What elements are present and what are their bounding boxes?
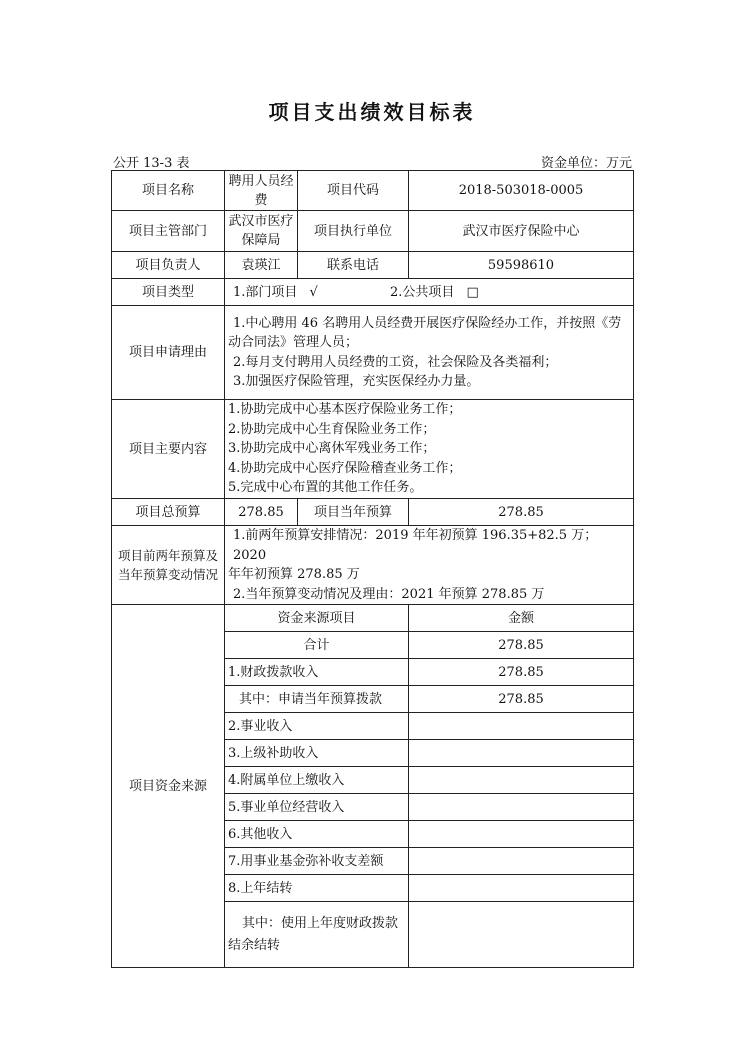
project-code-value: 2018-503018-0005 [409, 171, 634, 211]
reason-row [112, 306, 634, 400]
executing-unit-label: 项目执行单位 [298, 211, 409, 252]
phone-label: 联系电话 [298, 252, 409, 279]
funding-item-name: 1.财政拨款收入 [225, 659, 409, 686]
budget-change-text [225, 526, 634, 605]
funding-item-amount [409, 767, 634, 794]
funding-item-name: 其中：使用上年度财政拨款结余结转 [225, 902, 409, 968]
public-checkbox: □ [466, 284, 479, 300]
budget-change-row [112, 526, 634, 605]
project-type-row [112, 279, 634, 306]
year-budget-value: 278.85 [409, 499, 634, 526]
budget-change-line: 年年初预算 278.85 万 [228, 567, 360, 582]
content-text [225, 400, 634, 499]
content-line: 3.协助完成中心离休军残业务工作； [228, 441, 436, 457]
funding-header-row [112, 605, 634, 632]
reason-line: 2.每月支付聘用人员经费的工资，社会保险及各类福利； [233, 354, 558, 370]
funding-item-name: 6.其他收入 [225, 821, 409, 848]
funding-source-column-header: 资金来源项目 [225, 605, 409, 632]
reason-line: 1.中心聘用 46 名聘用人员经费开展医疗保险经办工作，并按照《劳 [233, 315, 622, 331]
reason-line: 3.加强医疗保险管理，充实医保经办力量。 [233, 374, 480, 389]
content-label: 项目主要内容 [112, 400, 225, 499]
funding-item-name: 2.事业收入 [225, 713, 409, 740]
phone-value: 59598610 [409, 252, 634, 279]
funding-item-name: 合计 [225, 632, 409, 659]
content-line: 5.完成中心布置的其他工作任务。 [228, 480, 423, 496]
funding-item-name: 3.上级补助收入 [225, 740, 409, 767]
project-name-value: 聘用人员经费 [225, 171, 298, 211]
funding-item-amount [409, 713, 634, 740]
funding-source-label: 项目资金来源 [112, 605, 225, 968]
funding-item-amount [409, 902, 634, 968]
department-value: 武汉市医疗保障局 [225, 211, 298, 252]
page-title: 项目支出绩效目标表 [268, 100, 476, 124]
funding-item-amount [409, 740, 634, 767]
budget-row [112, 499, 634, 526]
content-line: 4.协助完成中心医疗保险稽查业务工作； [228, 460, 462, 476]
owner-label: 项目负责人 [112, 252, 225, 279]
funding-item-amount: 278.85 [409, 632, 634, 659]
executing-unit-value: 武汉市医疗保险中心 [409, 211, 634, 252]
department-checkmark: √ [309, 284, 318, 300]
content-line: 2.协助完成中心生育保险业务工作； [228, 421, 436, 437]
type-option-department: 1.部门项目 [233, 284, 298, 300]
project-type-label: 项目类型 [112, 279, 225, 306]
funding-item-amount [409, 875, 634, 902]
funding-item-name: 其中：申请当年预算拨款 [225, 686, 409, 713]
reason-line: 动合同法》管理人员； [228, 335, 359, 350]
budget-change-label: 项目前两年预算及当年预算变动情况 [112, 526, 225, 605]
project-name-label: 项目名称 [112, 171, 225, 211]
funding-item-name: 5.事业单位经营收入 [225, 794, 409, 821]
form-number: 公开 13-3 表 [113, 156, 190, 171]
department-label: 项目主管部门 [112, 211, 225, 252]
funding-item-name: 4.附属单位上缴收入 [225, 767, 409, 794]
department-row [112, 211, 634, 252]
currency-unit: 资金单位：万元 [540, 156, 632, 171]
project-type-options [225, 279, 634, 306]
type-option-public: 2.公共项目 [389, 284, 455, 300]
total-budget-value: 278.85 [225, 499, 298, 526]
funding-item-amount [409, 821, 634, 848]
owner-row [112, 252, 634, 279]
funding-item-name: 7.用事业基金弥补收支差额 [225, 848, 409, 875]
funding-item-amount: 278.85 [409, 659, 634, 686]
owner-value: 袁瑛江 [225, 252, 298, 279]
budget-change-line: 2.当年预算变动情况及理由：2021 年预算 278.85 万 [233, 586, 545, 602]
budget-change-line: 1.前两年预算安排情况：2019 年年初预算 196.35+82.5 万；2020 [233, 528, 598, 563]
funding-item-amount [409, 848, 634, 875]
project-code-label: 项目代码 [298, 171, 409, 211]
funding-item-amount: 278.85 [409, 686, 634, 713]
total-budget-label: 项目总预算 [112, 499, 225, 526]
project-name-row [112, 171, 634, 211]
funding-item-amount [409, 794, 634, 821]
funding-item-name: 8.上年结转 [225, 875, 409, 902]
reason-label: 项目申请理由 [112, 306, 225, 400]
content-line: 1.协助完成中心基本医疗保险业务工作； [228, 402, 462, 418]
content-row [112, 400, 634, 499]
year-budget-label: 项目当年预算 [298, 499, 409, 526]
reason-text [225, 306, 634, 400]
performance-target-table [111, 170, 634, 968]
funding-amount-column-header: 金额 [409, 605, 634, 632]
